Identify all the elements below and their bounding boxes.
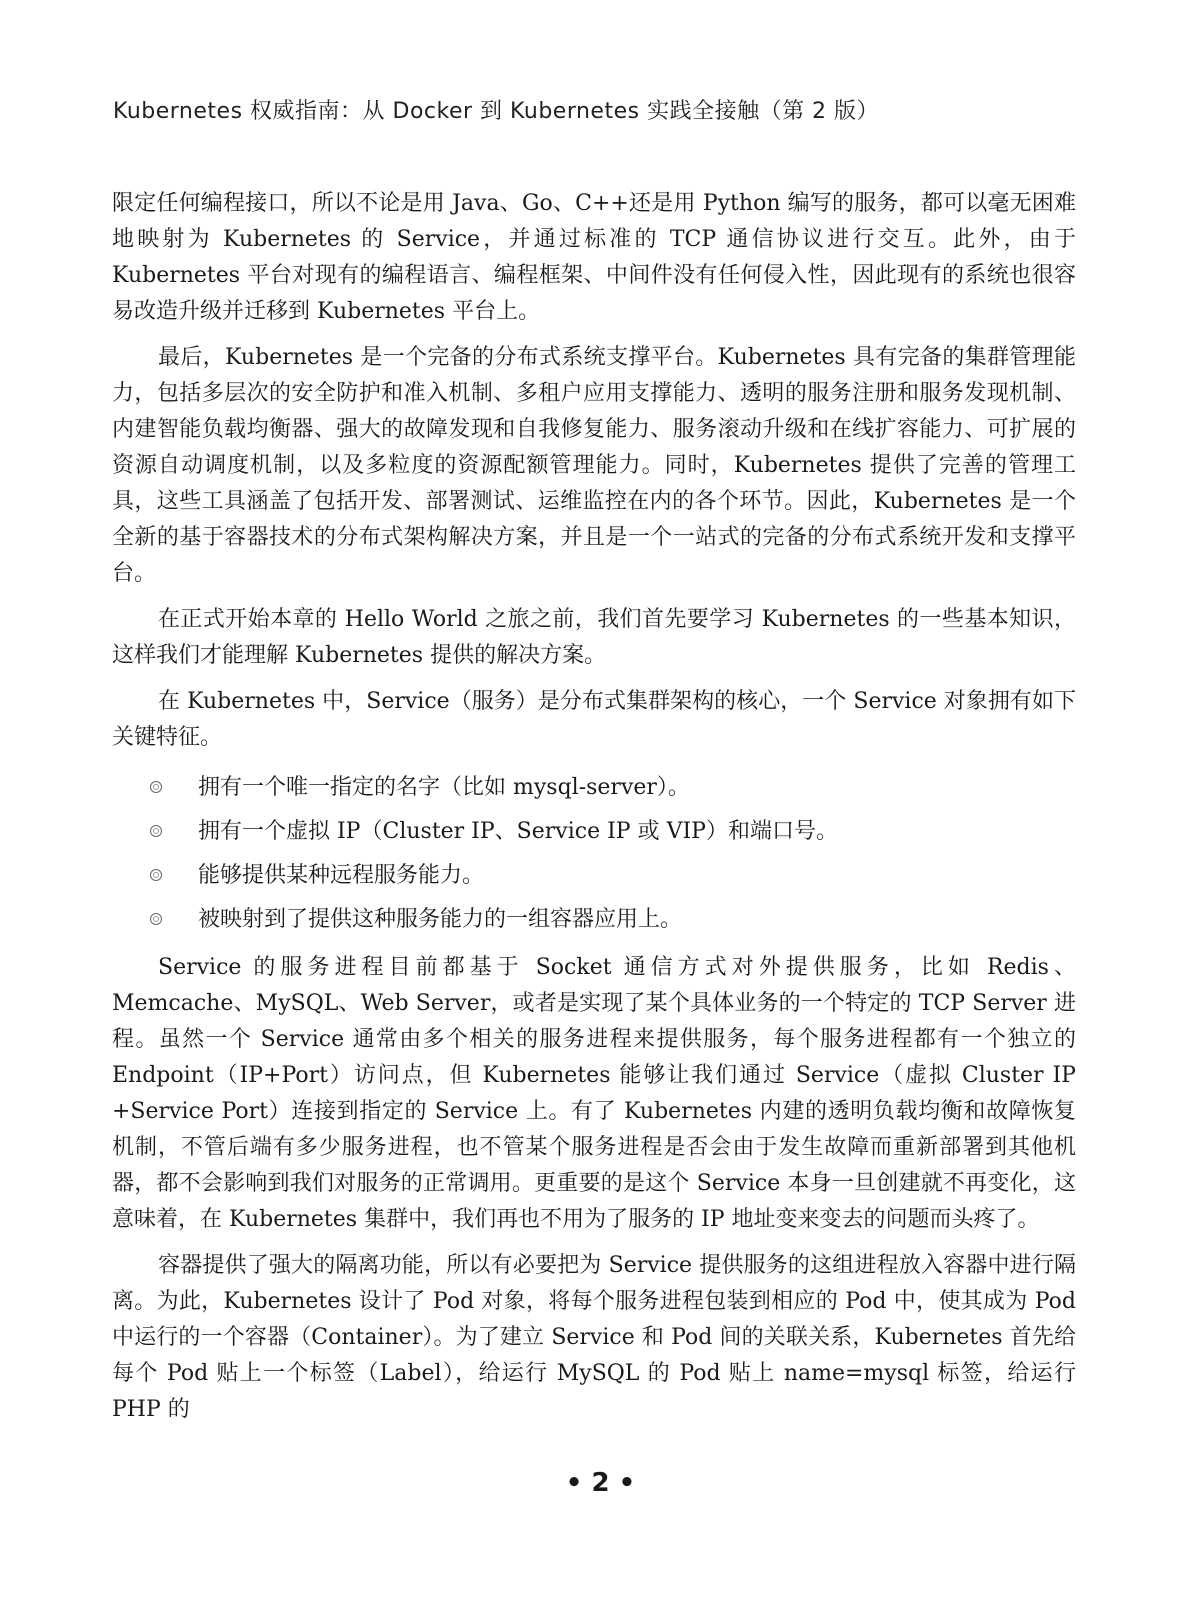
feature-list <box>112 766 1076 942</box>
circle-bullet-icon <box>150 781 162 793</box>
page-number: • 2 • <box>565 1468 636 1498</box>
list-item-text: 被映射到了提供这种服务能力的一组容器应用上。 <box>198 907 683 932</box>
list-item <box>112 854 1076 898</box>
list-item <box>112 810 1076 854</box>
list-item-text: 能够提供某种远程服务能力。 <box>198 863 485 888</box>
paragraph: 在正式开始本章的 Hello World 之旅之前，我们首先要学习 Kubernetes 的一些基本知识，这样我们才能理解 Kubernetes 提供的解决方案。 <box>112 607 1076 668</box>
list-item <box>112 898 1076 942</box>
circle-bullet-icon <box>150 825 162 837</box>
paragraph-continued: 限定任何编程接口，所以不论是用 Java、Go、C++还是用 Python 编写的服务，都可以毫无困难地映射为 Kubernetes 的 Service，并通过标准的 TCP 通信协议进行交互。此外，由于 Kubernetes 平台对现有的编程语言、编程框架、中间件没有任何侵入性，因此现有的系统也很容易改造升级并迁移到 Kubernetes 平台上。 <box>112 191 1076 324</box>
paragraph: 最后，Kubernetes 是一个完备的分布式系统支撑平台。Kubernetes 具有完备的集群管理能力，包括多层次的安全防护和准入机制、多租户应用支撑能力、透明的服务注册和服务发现机制、内建智能负载均衡器、强大的故障发现和自我修复能力、服务滚动升级和在线扩容能力、可扩展的资源自动调度机制，以及多粒度的资源配额管理能力。同时，Kubernetes 提供了完善的管理工具，这些工具涵盖了包括开发、部署测试、运维监控在内的各个环节。因此，Kubernetes 是一个全新的基于容器技术的分布式架构解决方案，并且是一个一站式的完备的分布式系统开发和支撑平台。 <box>112 345 1076 586</box>
circle-bullet-icon <box>150 913 162 925</box>
paragraph: 在 Kubernetes 中，Service（服务）是分布式集群架构的核心，一个 Service 对象拥有如下关键特征。 <box>112 689 1076 750</box>
running-header: Kubernetes 权威指南：从 Docker 到 Kubernetes 实践全接触（第 2 版） <box>113 99 880 124</box>
list-item <box>112 766 1076 810</box>
paragraph: 容器提供了强大的隔离功能，所以有必要把为 Service 提供服务的这组进程放入容器中进行隔离。为此，Kubernetes 设计了 Pod 对象，将每个服务进程包装到相应的 Pod 中，使其成为 Pod 中运行的一个容器（Container）。为了建立 Service 和 Pod 间的关联关系，Kubernetes 首先给每个 Pod 贴上一个标签（Label），给运行 MySQL 的 Pod 贴上 name=mysql 标签，给运行 PHP 的 <box>112 1253 1076 1422</box>
list-item-text: 拥有一个虚拟 IP（Cluster IP、Service IP 或 VIP）和端口号。 <box>198 819 838 844</box>
paragraph: Service 的服务进程目前都基于 Socket 通信方式对外提供服务，比如 Redis、Memcache、MySQL、Web Server，或者是实现了某个具体业务的一个特定的 TCP Server 进程。虽然一个 Service 通常由多个相关的服务进程来提供服务，每个服务进程都有一个独立的 Endpoint（IP+Port）访问点，但 Kubernetes 能够让我们通过 Service（虚拟 Cluster IP +Service Port）连接到指定的 Service 上。有了 Kubernetes 内建的透明负载均衡和故障恢复机制，不管后端有多少服务进程，也不管某个服务进程是否会由于发生故障而重新部署到其他机器，都不会影响到我们对服务的正常调用。更重要的是这个 Service 本身一旦创建就不再变化，这意味着，在 Kubernetes 集群中，我们再也不用为了服务的 IP 地址变来变去的问题而头疼了。 <box>112 955 1076 1232</box>
circle-bullet-icon <box>150 869 162 881</box>
page-body <box>112 186 1076 1438</box>
list-item-text: 拥有一个唯一指定的名字（比如 mysql-server）。 <box>198 775 690 800</box>
